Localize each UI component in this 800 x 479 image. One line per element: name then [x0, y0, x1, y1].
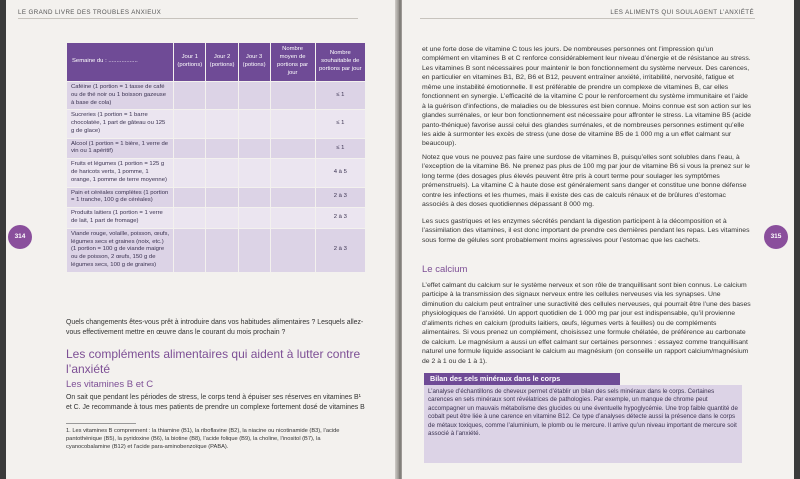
- table-cell-average: [270, 82, 315, 110]
- table-cell-label: Pain et céréales complètes (1 portion = 1 tranche, 100 g de céréales): [67, 187, 174, 208]
- table-cell-day1: [174, 228, 206, 272]
- table-cell-label: Viande rouge, volaille, poisson, œufs, légumes secs et graines (noix, etc.) (1 portion = 100 g de viande maigre ou de poisson, 2 œufs, 150 g de légumes secs, 100 g de graines): [67, 228, 174, 272]
- table-cell-target: ≤ 1: [315, 138, 365, 159]
- table-cell-day2: [206, 110, 238, 138]
- left-running-head: LE GRAND LIVRE DES TROUBLES ANXIEUX: [18, 9, 162, 16]
- table-cell-day3: [238, 159, 270, 187]
- table-cell-day1: [174, 110, 206, 138]
- table-cell-day2: [206, 228, 238, 272]
- table-cell-day1: [174, 187, 206, 208]
- table-cell-average: [270, 208, 315, 229]
- table-cell-target: 2 à 3: [315, 208, 365, 229]
- right-page-number: 315: [764, 225, 788, 249]
- table-cell-target: ≤ 1: [315, 110, 365, 138]
- paragraph-calcium: L’effet calmant du calcium sur le système nerveux et son rôle de tranquillisant sont bien connus. Le calcium participe à la transmission des signaux nerveux entre les cellules nerveuses via les synapses. Une diminution du calcium peut entraîner une suractivité des cellules nerveuses, qui pourrait être l’une des bases physiologiques de l’anxiété. Un apport quotidien de 1 000 mg par jour est indispensable, qu’il provienne d’aliments riches en calcium (produits laitiers, œufs, légumes verts à feuilles) ou de compléments alimentaires. Si vous prenez un complément, choisissez une formule chélatée, de préférence au carbonate de calcium. Le magnésium a aussi un effet calmant sur certaines personnes : essayez comme tranquillisant naturel une formule liquide associant le calcium au magnésium (on conseille un rapport calcium/magnésium de 2 à 1 ou de 1 à 1).: [422, 282, 751, 365]
- table-cell-day3: [238, 187, 270, 208]
- table-cell-target: 4 à 5: [315, 159, 365, 187]
- table-cell-average: [270, 159, 315, 187]
- table-cell-label: Produits laitiers (1 portion = 1 verre de lait, 1 part de fromage): [67, 208, 174, 229]
- table-cell-target: 2 à 3: [315, 187, 365, 208]
- left-page-number: 314: [8, 225, 32, 249]
- table-header-row: [67, 43, 366, 82]
- table-header-day2: Jour 2 (portions): [206, 43, 238, 82]
- table-cell-label: Alcool (1 portion = 1 bière, 1 verre de vin ou 1 apéritif): [67, 138, 174, 159]
- table-cell-day3: [238, 208, 270, 229]
- table-row: [67, 82, 366, 110]
- table-cell-day2: [206, 208, 238, 229]
- right-page: [402, 0, 794, 479]
- table-cell-average: [270, 138, 315, 159]
- table-cell-day2: [206, 138, 238, 159]
- footnote: 1. Les vitamines B comprennent : la thiamine (B1), la riboflavine (B2), la niacine ou nicotinamide (B3), l’acide pantothénique (B5), la pyridoxine (B6), la biotine (B8), l’acide folique (B9), la choline, l’inositol (B7), la cyanocobalamine (B12) et l’acide para-aminobenzoïque (PABA).: [66, 428, 340, 450]
- left-page: [6, 0, 398, 479]
- table-header-day1: Jour 1 (portions): [174, 43, 206, 82]
- table-cell-day1: [174, 159, 206, 187]
- table-cell-label: Caféine (1 portion = 1 tasse de café ou de thé noir ou 1 boisson gazeuse à base de cola): [67, 82, 174, 110]
- table-row: [67, 208, 366, 229]
- table-row: [67, 138, 366, 159]
- question-paragraph: Quels changements êtes-vous prêt à introduire dans vos habitudes alimentaires ? Lesquels allez-vous effectivement mettre en œuvre dans le courant du mois prochain ?: [66, 319, 364, 336]
- subsection-heading: Les vitamines B et C: [66, 379, 154, 390]
- table-row: [67, 110, 366, 138]
- table-cell-average: [270, 228, 315, 272]
- paragraph-vitamins: et une forte dose de vitamine C tous les jours. De nombreuses personnes ont l’impression qu’un complément en vitamines B et C renforce considérablement leur niveau d’énergie et de résistance au stress. Les vitamines B sont nécessaires pour maintenir le bon fonctionnement du système nerveux. Des carences, en particulier en vitamines B1, B2, B6 et B12, peuvent entraîner anxiété, irritabilité, nervosité, fatigue et même une instabilité émotionnelle. Il est préférable de prendre un complexe de vitamines B, car elles fonctionnent en synergie. L’efficacité de la vitamine C pour le renforcement du système immunitaire et l’aide à la guérison d’infections, de maladies ou de blessures est bien connue. Moins connue est son action sur les glandes surrénales, or leur bon fonctionnement est nécessaire pour affronter le stress. La vitamine B5 (acide panto-thénique) favorise aussi celui des glandes surrénales, et de nombreuses personnes estiment qu’elle les aide à surmonter les excès de stress (une dose de vitamine B5 de 1 000 mg a un effet calmant sur beaucoup).: [422, 46, 752, 148]
- left-header-rule: [18, 18, 358, 19]
- table-row: [67, 159, 366, 187]
- section-heading: Les compléments alimentaires qui aident à lutter contre l’anxiété: [66, 347, 361, 376]
- table-cell-day3: [238, 138, 270, 159]
- table-cell-label: Sucreries (1 portion = 1 barre chocolatée, 1 part de gâteau ou 125 g de glace): [67, 110, 174, 138]
- table-row: [67, 228, 366, 272]
- table-header-target: Nombre souhaitable de portions par jour: [315, 43, 365, 82]
- paragraph-overdose: Notez que vous ne pouvez pas faire une surdose de vitamines B, puisqu’elles sont solubles dans l’eau, à l’exception de la vitamine B6. Ne prenez pas plus de 100 mg par jour de vitamine B6 si vous la prenez sur le long terme (des dosages plus élevés peuvent être pris à court terme pour soulager les symptômes prémenstruels). La vitamine C à haute dose est généralement sans danger et constitue une bonne défense contre les infections et les rhumes, mais il existe des cas de calculs rénaux et de brûlures d’estomac associés à des doses quotidiennes dépassant 8 000 mg.: [422, 154, 750, 209]
- paragraph-digestion: Les sucs gastriques et les enzymes sécrétés pendant la digestion participent à la décomposition et à l’assimilation des vitamines, il est donc important de prendre ces dernières pendant les repas. Les vitamines sous forme de gélules sont probablement moins agressives pour l’estomac que les cachets.: [422, 218, 750, 244]
- table-cell-day1: [174, 138, 206, 159]
- table-cell-day3: [238, 110, 270, 138]
- table-cell-day1: [174, 208, 206, 229]
- callout-title: Bilan des sels minéraux dans le corps: [424, 373, 620, 385]
- table-cell-day3: [238, 228, 270, 272]
- table-cell-day2: [206, 159, 238, 187]
- callout-text: L’analyse d’échantillons de cheveux permet d’établir un bilan des sels minéraux dans le corps. Certaines carences en sels minéraux sont révélatrices de pathologies. Par exemple, un manque de chrome peut accompagner un mauvais métabolisme des glucides ou une éventuelle hypoglycémie. Une trop faible quantité de cobalt peut être liée à une carence en vitamine B12. Ce type d’analyses détecte aussi la présence dans le corps de métaux toxiques, comme l’aluminium, le plomb ou le mercure. Il arrive qu’un niveau important de mercure soit associé à l’anxiété.: [428, 388, 738, 438]
- food-portion-table: [66, 42, 366, 273]
- table-cell-day2: [206, 187, 238, 208]
- table-cell-average: [270, 187, 315, 208]
- footnote-rule: [66, 423, 136, 424]
- table-cell-label: Fruits et légumes (1 portion = 125 g de haricots verts, 1 pomme, 1 orange, 1 pomme de terre moyenne): [67, 159, 174, 187]
- table-cell-target: 2 à 3: [315, 228, 365, 272]
- table-cell-day2: [206, 82, 238, 110]
- table-header-average: Nombre moyen de portions par jour: [270, 43, 315, 82]
- table-cell-day3: [238, 82, 270, 110]
- right-running-head: LES ALIMENTS QUI SOULAGENT L’ANXIÉTÉ: [610, 9, 754, 16]
- body-paragraph: On sait que pendant les périodes de stress, le corps tend à épuiser ses réserves en vitamines B¹ et C. Je recommande à tous mes patients de prendre un complexe fortement dosé de vitamines B: [66, 394, 365, 411]
- table-row: [67, 187, 366, 208]
- right-header-rule: [420, 18, 755, 19]
- table-cell-day1: [174, 82, 206, 110]
- table-header-day3: Jour 3 (potions): [238, 43, 270, 82]
- table-cell-average: [270, 110, 315, 138]
- table-header-week: Semaine du : ..................: [67, 43, 174, 82]
- table-cell-target: ≤ 1: [315, 82, 365, 110]
- calcium-heading: Le calcium: [422, 264, 468, 275]
